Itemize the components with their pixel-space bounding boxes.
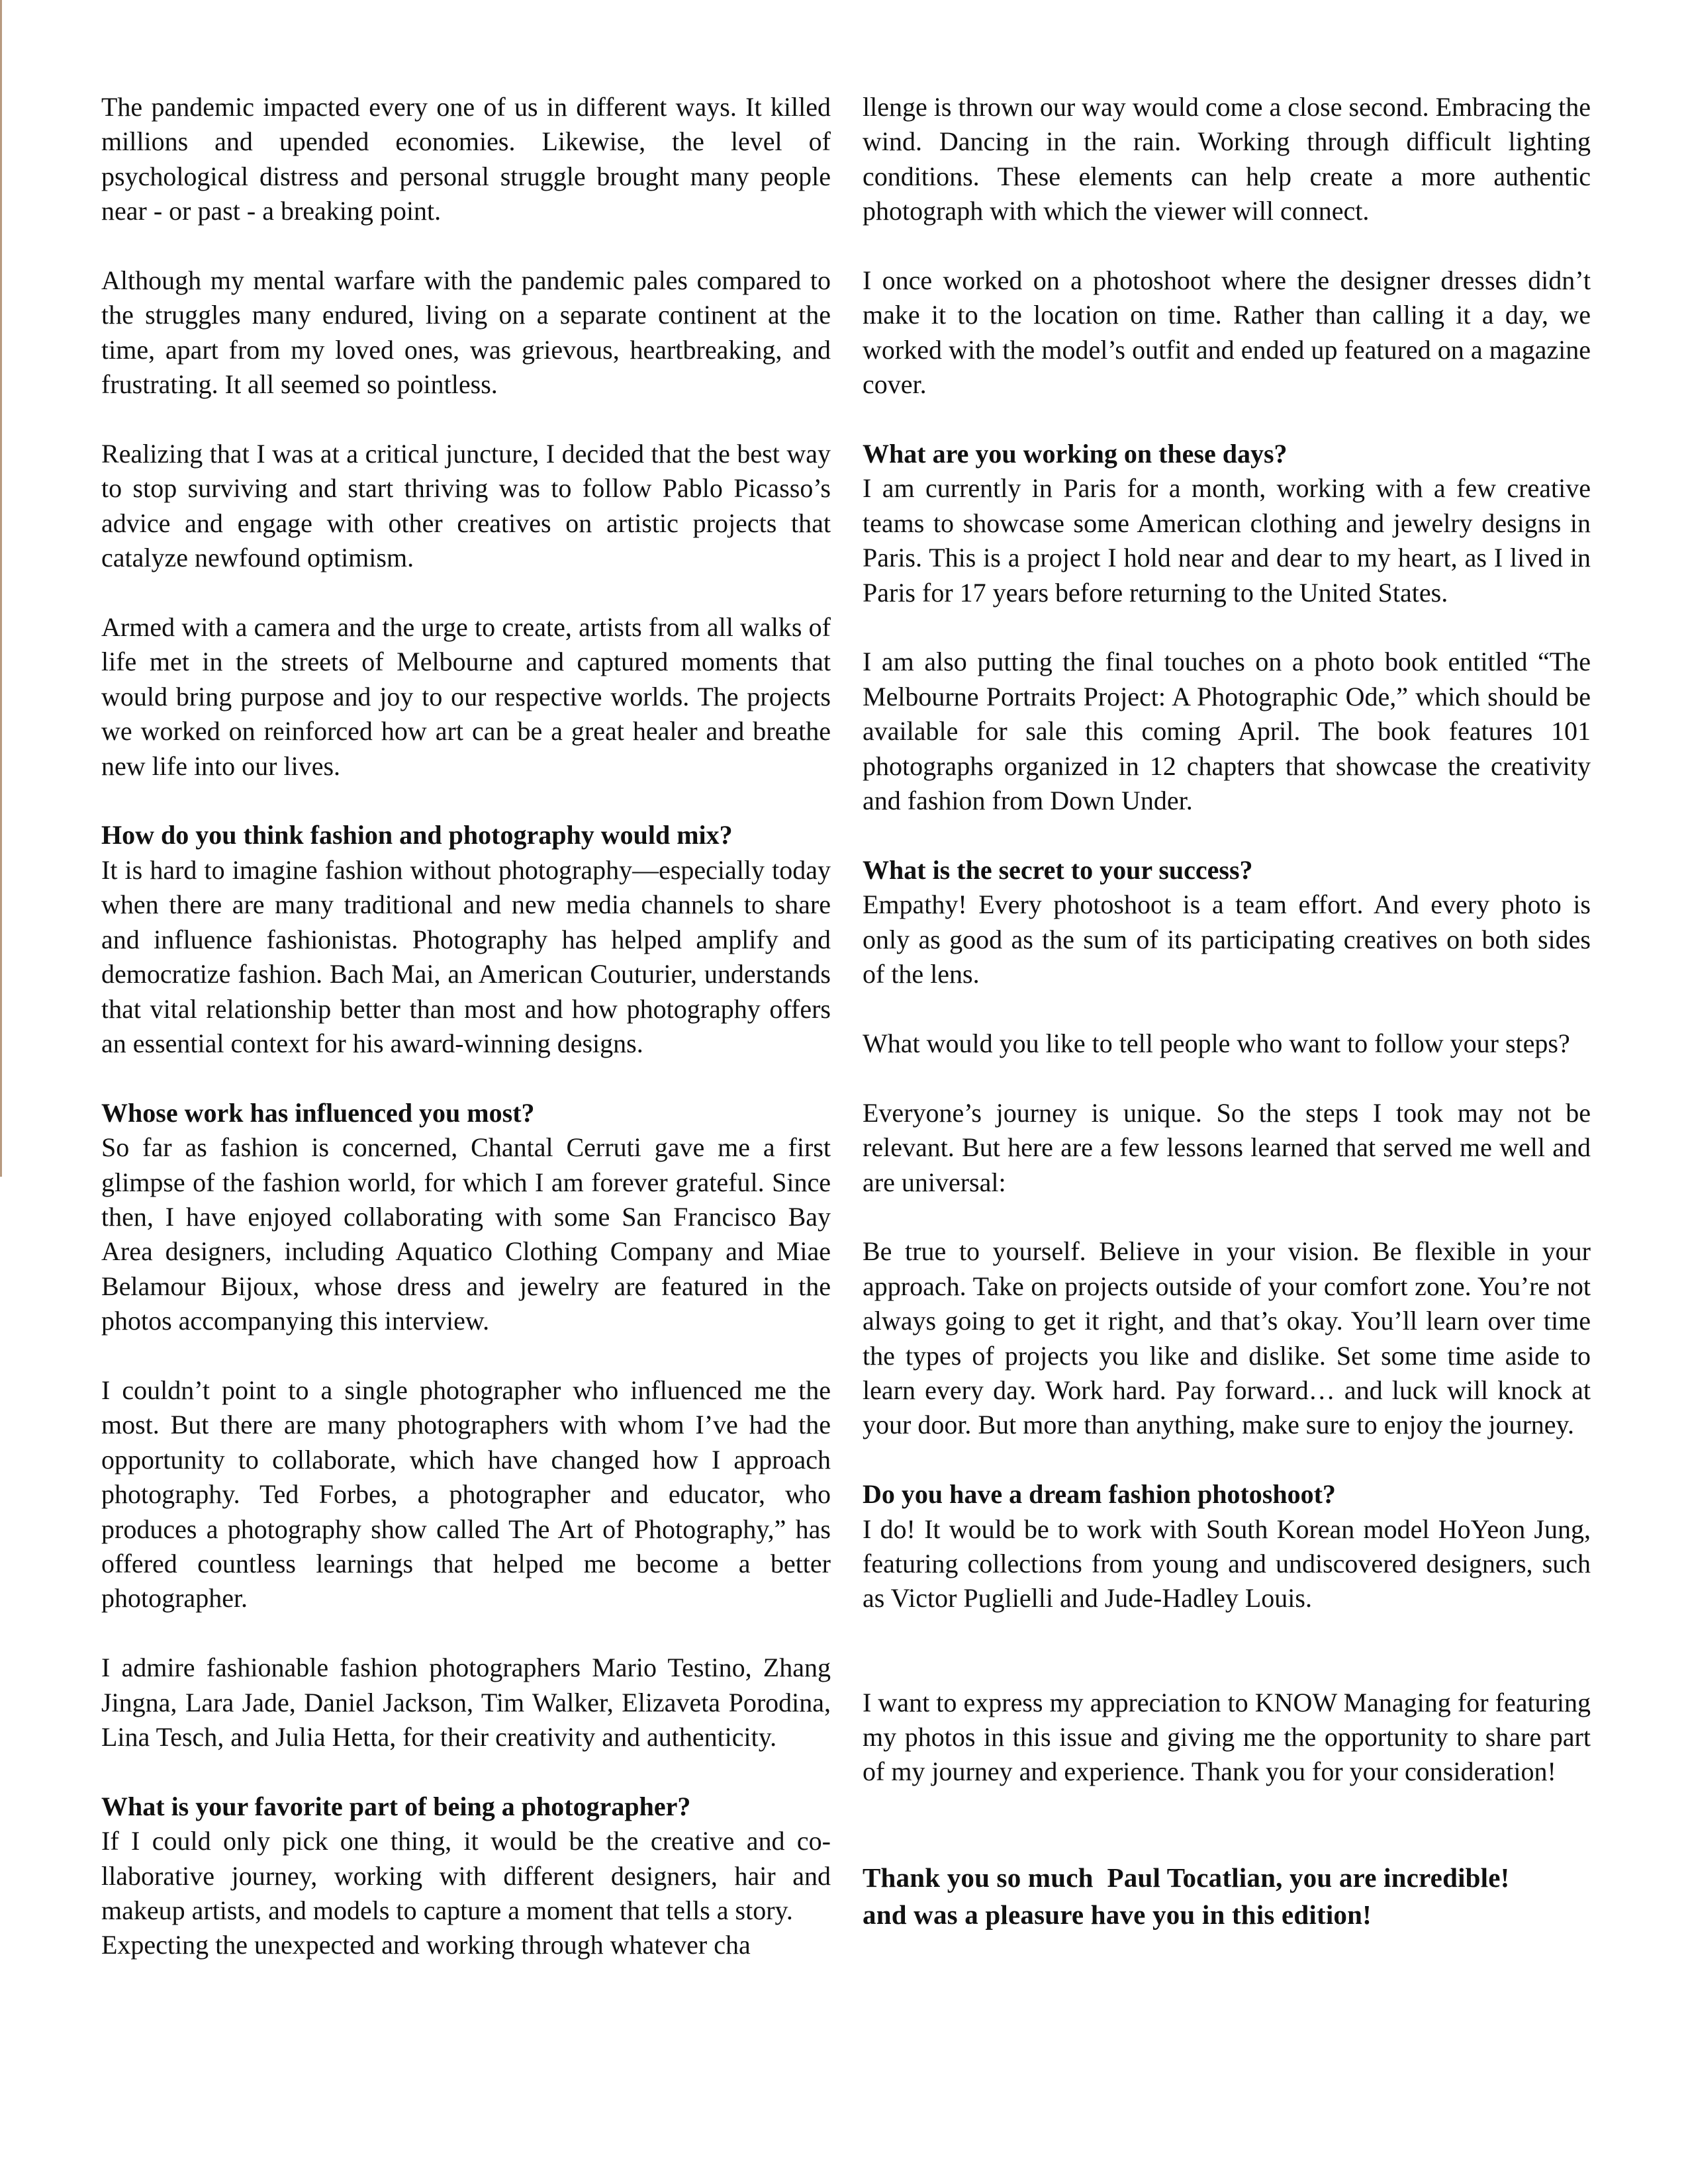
magazine-cover-anecdote: I once worked on a photoshoot where the designer dresses didn’t make it to the location on time. Rather than calling it a day, we worked with the model’s outfit and ended up featured on a magazine cover. (863, 265, 1591, 400)
left-column (101, 90, 831, 1963)
intro-paragraph-3: Realizing that I was at a critical juncture, I decided that the best way to stop surviving and start thriving was to follow Pablo Picasso’s advice and engage with other creatives on artistic projects that catalyze newfound optimism. (101, 439, 831, 573)
intro-paragraph-2: Although my mental warfare with the pandemic pales compared to the struggles many endured, living on a separate continent at the time, apart from my loved ones, was grievous, heartbreaking, and frustrating. It all seemed so pointless. (101, 265, 831, 400)
lessons-paragraph: Be true to yourself. Believe in your vision. Be flexible in your approach. Take on projects outside of your comfort zone. You’re not always going to get it right, and that’s okay. You’ll learn over time the types of projects you like and dislike. Set some time aside to learn every day. Work hard. Pay forward… and luck will knock at your door. But more than anything, make sure to enjoy the journey. (863, 1236, 1591, 1440)
intro-paragraph-1: The pandemic impacted every one of us in different ways. It killed millions and upended economies. Likewise, the level of psychological distress and personal struggle brought many people near - or past - a breaking point. (101, 92, 831, 226)
qa-favorite-part (101, 1790, 831, 1963)
continued-paragraph: llenge is thrown our way would come a close second. Embracing the wind. Dancing in the rain. Working through difficult lighting conditions. These elements can help create a more authentic photograph with which the viewer will connect. (863, 92, 1591, 226)
intro-paragraph-4: Armed with a camera and the urge to create, artists from all walks of life met in the streets of Melbourne and captured moments that would bring purpose and joy to our respective worlds. The projects we worked on reinforced how art can be a great healer and breathe new life into our lives. (101, 612, 831, 781)
question-heading: How do you think fashion and photography would mix? (101, 820, 733, 850)
question-heading: What is your favorite part of being a photographer? (101, 1791, 691, 1821)
question-heading: What is the secret to your success? (863, 854, 1253, 885)
appreciation-paragraph: I want to express my appreciation to KNOW Managing for featuring my photos in this issue and giving me the opportunity to share part of my journey and experience. Thank you for your consideration! (863, 1687, 1591, 1787)
answer-paragraph: I couldn’t point to a single photographer who influenced me the most. But there are many photographers with whom I’ve had the opportunity to collaborate, which have changed how I approach photography. Ted Forbes, a photographer and educator, who produces a photography show called The Art of Photography,” has offered countless learnings that helped me become a better photographer. (101, 1375, 831, 1614)
answer-paragraph: If I could only pick one thing, it would be the creative and collaborative journey, working with different designers, hair and makeup artists, and models to capture a moment that tells a story. (101, 1826, 831, 1925)
answer-paragraph: So far as fashion is concerned, Chantal Cerruti gave me a first glimpse of the fashion world, for which I am forever grateful. Since then, I have enjoyed collaborating with some San Francisco Bay Area designers, including Aquatico Clothing Company and Miae Belamour Bijoux, whose dress and jewelry are featured in the photos accompanying this interview. (101, 1132, 831, 1336)
right-column (863, 90, 1591, 1933)
qa-current-work (863, 437, 1591, 610)
qa-influences (101, 1096, 831, 1339)
answer-paragraph: It is hard to imagine fashion without photography—especially today when there are many traditional and new media channels to share and influence fashionistas. Photography has helped amplify and democratize fashion. Bach Mai, an American Couturier, understands that vital relationship better than most and how photography offers an essential context for his award-winning designs. (101, 854, 831, 1058)
qa-dream-photoshoot (863, 1477, 1591, 1616)
qa-fashion-photography-mix (101, 818, 831, 1061)
answer-paragraph: I admire fashionable fashion photographers Mario Testino, Zhang Jingna, Lara Jade, Daniel Jackson, Tim Walker, Elizaveta Porodina, Lina Tesch, and Julia Hetta, for their creativity and authenticity. (101, 1653, 831, 1752)
answer-paragraph: Empathy! Every photoshoot is a team effort. And every photo is only as good as the sum of its participating creatives on both sides of the lens. (863, 889, 1591, 989)
answer-paragraph-continued: Expecting the unexpected and working through whatever cha (101, 1930, 751, 1960)
qa-secret-to-success (863, 853, 1591, 992)
answer-paragraph: I do! It would be to work with South Korean model HoYeon Jung, featuring collections from young and undiscovered designers, such as Victor Puglielli and Jude-Hadley Louis. (863, 1514, 1591, 1614)
closing-message (863, 1859, 1591, 1933)
question-heading: Do you have a dream fashion photoshoot? (863, 1479, 1336, 1510)
photo-book-paragraph: I am also putting the final touches on a photo book entitled “The Melbourne Portraits Project: A Photographic Ode,” which should be available for sale this coming April. The book features 101 photographs organized in 12 chapters that showcase the creativity and fashion from Down Under. (863, 647, 1591, 816)
answer-paragraph: Everyone’s journey is unique. So the steps I took may not be relevant. But here are a few lessons learned that served me well and are universal: (863, 1097, 1591, 1197)
closing-line-1: Thank you so much Paul Tocatlian, you are incredible! (863, 1862, 1510, 1893)
closing-line-2: and was a pleasure have you in this edition! (863, 1899, 1372, 1930)
question-plain: What would you like to tell people who want to follow your steps? (863, 1028, 1570, 1058)
page-edge-bar (0, 0, 2, 1177)
question-heading: What are you working on these days? (863, 439, 1288, 469)
answer-paragraph: I am currently in Paris for a month, working with a few creative teams to showcase some American clothing and jewelry designs in Paris. This is a project I hold near and dear to my heart, as I lived in Paris for 17 years before returning to the United States. (863, 473, 1591, 608)
question-heading: Whose work has influenced you most? (101, 1097, 535, 1128)
